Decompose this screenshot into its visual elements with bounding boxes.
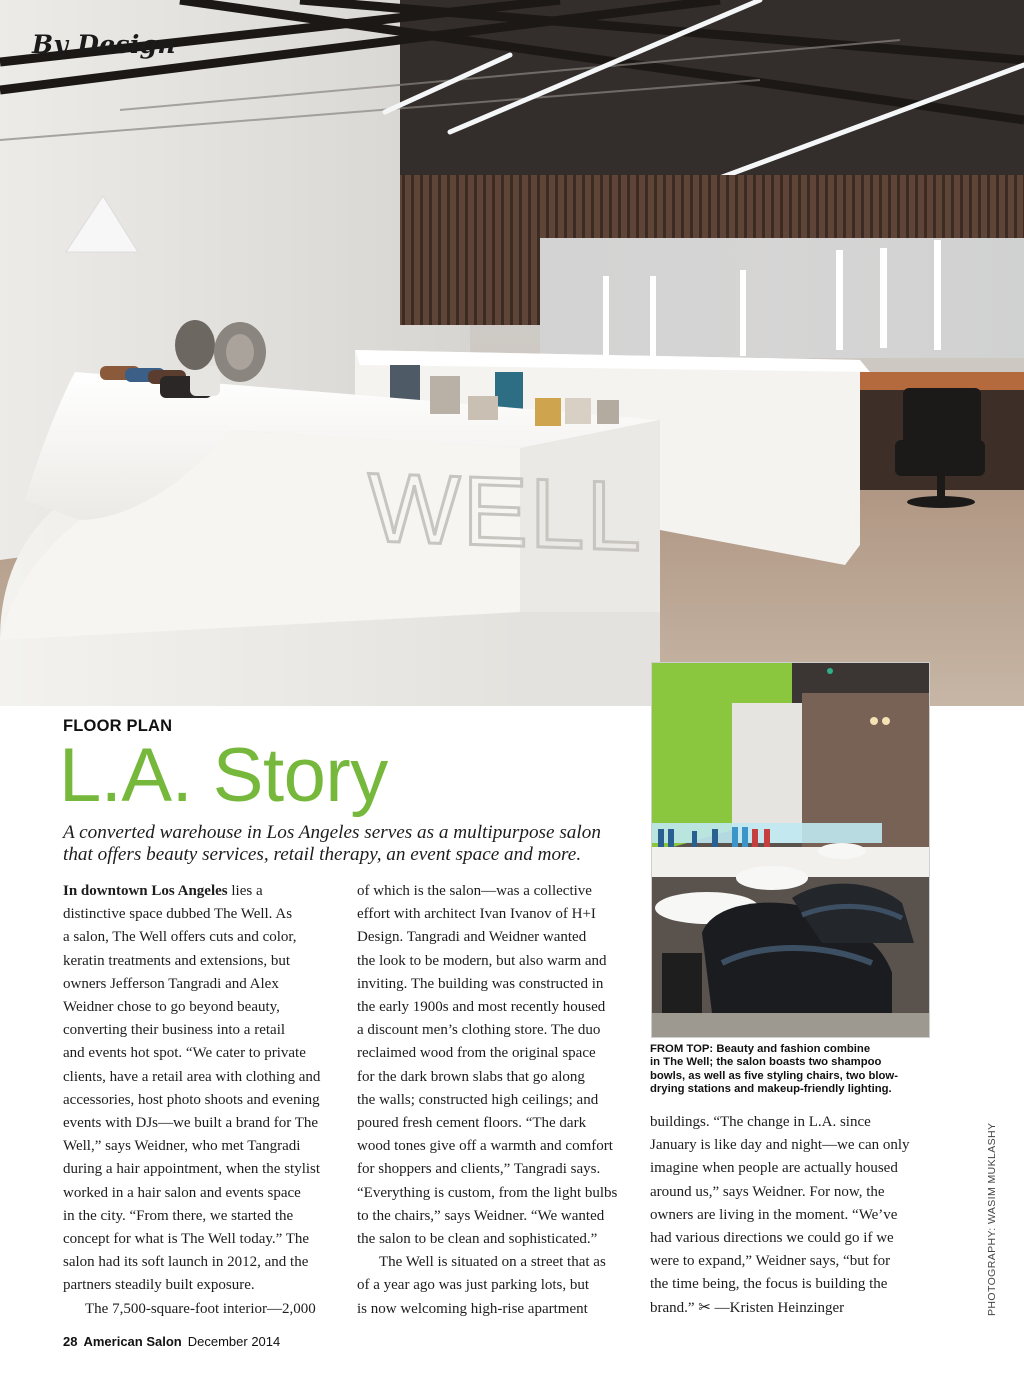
issue-date: December 2014 [187, 1334, 281, 1349]
body-line: the walls; constructed high ceilings; and [357, 1091, 599, 1108]
well-sign-text: WELL [368, 451, 643, 572]
body-line: effort with architect Ivan Ivanov of H+I [357, 906, 596, 923]
body-line: of which is the salon—was a collective [357, 883, 592, 899]
body-line: a salon, The Well offers cuts and color, [63, 929, 297, 946]
photo-caption [650, 1043, 940, 1096]
body-line: and events hot spot. “We cater to private [63, 1045, 306, 1062]
body-line: distinctive space dubbed The Well. As [63, 906, 293, 923]
body-line: The 7,500-square-foot interior—2,000 [85, 1300, 316, 1317]
body-line: salon had its soft launch in 2012, and the [63, 1254, 309, 1271]
page-footer [63, 1334, 280, 1349]
body-text: lies a [227, 883, 263, 899]
body-column-2 [357, 880, 637, 1321]
body-line: reclaimed wood from the original space [357, 1045, 596, 1062]
body-line: in the city. “From there, we started the [63, 1207, 294, 1224]
caption-line: FROM TOP: Beauty and fashion combine [650, 1043, 871, 1055]
caption-line: bowls, as well as five styling chairs, two blow- [650, 1069, 898, 1082]
body-line: imagine when people are actually housed [650, 1160, 898, 1177]
page-number: 28 [63, 1334, 78, 1349]
body-line: the look to be modern, but also warm and [357, 952, 607, 969]
body-line: of a year ago was just parking lots, but [357, 1277, 590, 1294]
body-line: the early 1900s and most recently housed [357, 999, 606, 1016]
body-line: The Well is situated on a street that as [379, 1254, 606, 1271]
body-line: wood tones give off a warmth and comfort [357, 1138, 613, 1155]
lead-in: In downtown Los Angeles [63, 883, 228, 899]
body-line: for the dark brown slabs that go along [357, 1068, 585, 1085]
body-line: the time being, the focus is building the [650, 1276, 888, 1293]
body-line: converting their business into a retail [63, 1022, 286, 1039]
body-line: had various directions we could go if we [650, 1230, 894, 1247]
deck-line: A converted warehouse in Los Angeles serves as a multipurpose salon [63, 822, 601, 843]
caption-line: drying stations and makeup-friendly lighting. [650, 1082, 892, 1095]
body-line: partners steadily built exposure. [63, 1277, 255, 1294]
caption-line: in The Well; the salon boasts two shampoo [650, 1056, 882, 1069]
publication-name: American Salon [83, 1334, 182, 1349]
body-line: the salon to be clean and sophisticated.” [357, 1231, 598, 1248]
headline: L.A. Story [59, 733, 388, 818]
body-line: owners are living in the moment. “We’ve [650, 1206, 898, 1223]
body-line: around us,” says Weidner. For now, the [650, 1183, 885, 1200]
body-line: Weidner chose to go beyond beauty, [63, 999, 280, 1016]
body-line: clients, have a retail area with clothing and [63, 1068, 321, 1085]
body-line: poured fresh cement floors. “The dark [357, 1115, 587, 1132]
body-line: were to expand,” Weidner says, “but for [650, 1253, 891, 1270]
body-line: events with DJs—we built a brand for The [63, 1115, 319, 1132]
body-line: keratin treatments and extensions, but [63, 952, 291, 969]
body-line: inviting. The building was constructed in [357, 975, 604, 992]
body-line [63, 880, 343, 903]
kicker-label: FLOOR PLAN [63, 717, 173, 735]
body-line: for shoppers and clients,” Tangradi says. [357, 1161, 601, 1178]
body-line: brand.” ✂ —Kristen Heinzinger [650, 1299, 845, 1316]
body-line: owners Jefferson Tangradi and Alex [63, 975, 279, 992]
body-line: a discount men’s clothing store. The duo [357, 1022, 601, 1039]
body-line: is now welcoming high-rise apartment [357, 1300, 588, 1317]
section-tag: By Design [32, 30, 176, 59]
inset-photo-illustration [652, 663, 929, 1037]
body-line: buildings. “The change in L.A. since [650, 1114, 871, 1130]
body-line: January is like day and night—we can only [650, 1137, 910, 1154]
inset-photo [651, 662, 930, 1038]
body-column-3 [650, 1111, 932, 1320]
body-line: worked in a hair salon and events space [63, 1184, 301, 1201]
body-line: concept for what is The Well today.” The [63, 1231, 310, 1248]
body-line: during a hair appointment, when the stylist [63, 1161, 321, 1178]
body-line: “Everything is custom, from the light bulbs [357, 1184, 618, 1201]
body-column-1 [63, 880, 343, 1321]
deck-line: that offers beauty services, retail therapy, an event space and more. [63, 844, 582, 865]
body-line: Well,” says Weidner, who met Tangradi [63, 1138, 301, 1155]
photo-credit: PHOTOGRAPHY: WASIM MUKLASHY [986, 1122, 998, 1316]
body-line: Design. Tangradi and Weidner wanted [357, 929, 587, 946]
deck [63, 822, 643, 866]
body-line: to the chairs,” says Weidner. “We wanted [357, 1207, 605, 1224]
body-line: accessories, host photo shoots and evening [63, 1091, 320, 1108]
